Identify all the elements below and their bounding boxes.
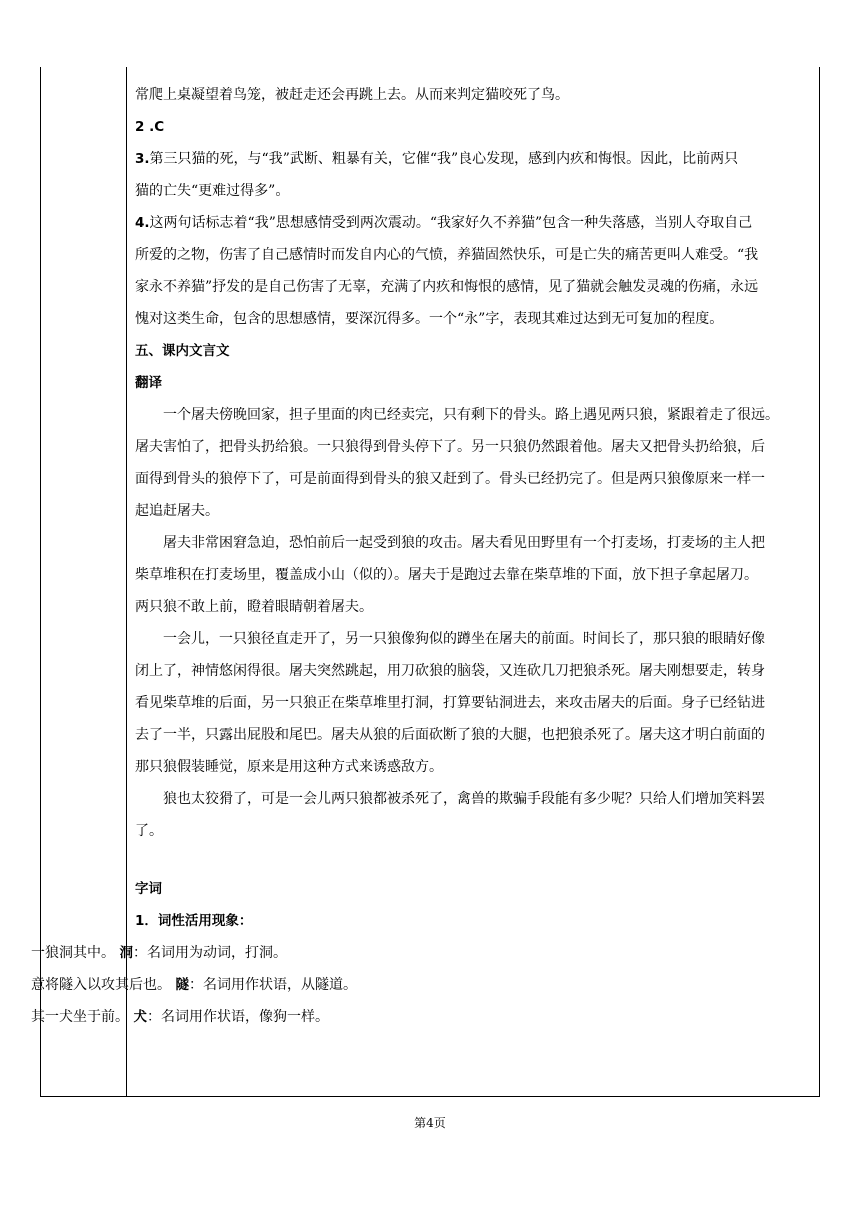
translation-line: 一个屠夫傍晚回家，担子里面的肉已经卖完，只有剩下的骨头。路上遇见两只狼，紧跟着走了很远。 bbox=[163, 407, 779, 423]
answer-4-line bbox=[135, 207, 817, 239]
example-keyword: 犬 bbox=[133, 1009, 147, 1025]
answer-4-number: 4. bbox=[135, 215, 150, 231]
content-table bbox=[31, 67, 820, 1097]
translation-line: 狼也太狡猾了，可是一会儿两只狼都被杀死了，禽兽的欺骗手段能有多少呢？只给人们增加笑料罢 bbox=[163, 791, 765, 807]
vocabulary-example bbox=[31, 969, 817, 1001]
example-keyword: 隧 bbox=[175, 977, 189, 993]
section-heading: 五、课内文言文 bbox=[135, 343, 230, 359]
translation-line: 屠夫非常困窘急迫，恐怕前后一起受到狼的攻击。屠夫看见田野里有一个打麦场，打麦场的主人把 bbox=[163, 535, 765, 551]
spacer bbox=[135, 847, 817, 873]
vocabulary-heading: 字词 bbox=[135, 881, 162, 897]
answer-4-line: 家永不养猫”抒发的是自己伤害了无辜，充满了内疚和悔恨的感情，见了猫就会触发灵魂的伤痛，永远 bbox=[135, 279, 759, 295]
page-number: 第4页 bbox=[414, 1116, 446, 1130]
example-sentence: 意将隧入以攻其后也。 bbox=[31, 977, 171, 993]
translation-line: 了。 bbox=[135, 823, 163, 839]
example-explanation: ：名词用作状语，从隧道。 bbox=[188, 977, 357, 993]
answer-2: 2 .C bbox=[135, 119, 165, 135]
example-sentence: 其一犬坐于前。 bbox=[31, 1009, 129, 1025]
answer-3-text: 第三只猫的死，与“我”武断、粗暴有关，它催“我”良心发现，感到内疚和悔恨。因此，比前两只 bbox=[149, 151, 739, 167]
answer-3-number: 3. bbox=[135, 151, 150, 167]
answer-3-line: 猫的亡失“更难过得多”。 bbox=[135, 183, 290, 199]
vocabulary-example bbox=[31, 1001, 817, 1033]
content-cell bbox=[31, 79, 817, 1033]
translation-line: 起追赶屠夫。 bbox=[135, 503, 219, 519]
example-keyword: 洞 bbox=[119, 945, 133, 961]
translation-heading: 翻译 bbox=[135, 375, 162, 391]
example-explanation: ：名词用作状语，像狗一样。 bbox=[146, 1009, 329, 1025]
example-explanation: ：名词用为动词，打洞。 bbox=[132, 945, 287, 961]
answer-1-continuation: 常爬上桌凝望着鸟笼，被赶走还会再跳上去。从而来判定猫咬死了鸟。 bbox=[135, 87, 569, 103]
answer-4-line: 所爱的之物，伤害了自己感情时而发自内心的气愤，养猫固然快乐，可是亡失的痛苦更叫人难受。“我 bbox=[135, 247, 759, 263]
translation-line: 一会儿，一只狼径直走开了，另一只狼像狗似的蹲坐在屠夫的前面。时间长了，那只狼的眼睛好像 bbox=[163, 631, 765, 647]
translation-line: 两只狼不敢上前，瞪着眼睛朝着屠夫。 bbox=[135, 599, 373, 615]
example-sentence: 一狼洞其中。 bbox=[31, 945, 115, 961]
answer-4-text: 这两句话标志着“我”思想感情受到两次震动。“我家好久不养猫”包含一种失落感，当别人夺取自己 bbox=[149, 215, 753, 231]
translation-line: 闭上了，神情悠闲得很。屠夫突然跳起，用刀砍狼的脑袋，又连砍几刀把狼杀死。屠夫刚想要走，转身 bbox=[135, 663, 765, 679]
answer-3-line bbox=[135, 143, 817, 175]
translation-line: 屠夫害怕了，把骨头扔给狼。一只狼得到骨头停下了。另一只狼仍然跟着他。屠夫又把骨头扔给狼，后 bbox=[135, 439, 765, 455]
translation-line: 面得到骨头的狼停下了，可是前面得到骨头的狼又赶到了。骨头已经扔完了。但是两只狼像原来一样一 bbox=[135, 471, 765, 487]
vocabulary-example bbox=[31, 937, 817, 969]
translation-line: 那只狼假装睡觉，原来是用这种方式来诱惑敌方。 bbox=[135, 759, 443, 775]
translation-line: 去了一半，只露出屁股和尾巴。屠夫从狼的后面砍断了狼的大腿，也把狼杀死了。屠夫这才明白前面的 bbox=[135, 727, 765, 743]
translation-line: 柴草堆积在打麦场里，覆盖成小山（似的）。屠夫于是跑过去靠在柴草堆的下面，放下担子拿起屠刀。 bbox=[135, 567, 758, 583]
answer-4-line: 愧对这类生命，包含的思想感情，要深沉得多。一个“永”字，表现其难过达到无可复加的程度。 bbox=[135, 311, 724, 327]
vocabulary-item-heading: 1．词性活用现象： bbox=[135, 913, 253, 929]
translation-line: 看见柴草堆的后面，另一只狼正在柴草堆里打洞，打算要钻洞进去，来攻击屠夫的后面。身子已经钻进 bbox=[135, 695, 765, 711]
